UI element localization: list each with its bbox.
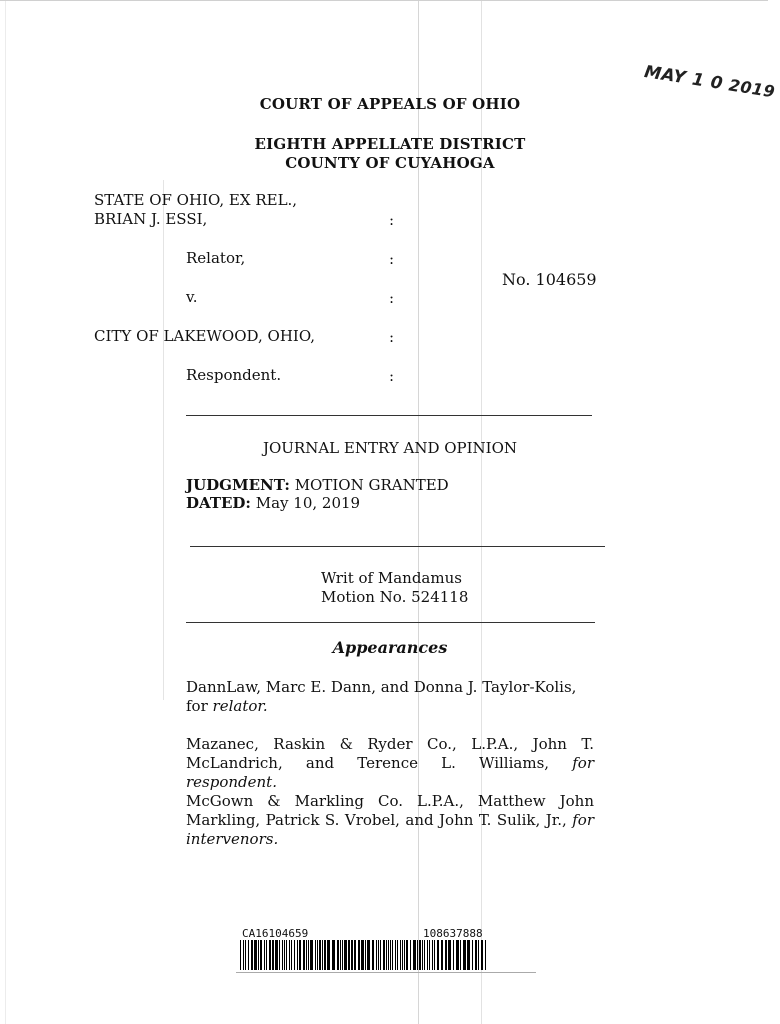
judgment-label: JUDGMENT: — [186, 476, 290, 494]
barcode-bar — [294, 940, 295, 970]
barcode-bar — [410, 940, 411, 970]
barcode-bar — [441, 940, 443, 970]
caption-divider — [186, 415, 592, 416]
barcode-bar — [429, 940, 430, 970]
barcode-bar — [376, 940, 377, 970]
barcode-bar — [342, 940, 343, 970]
relator-for: for — [186, 697, 213, 715]
barcode-bar — [448, 940, 451, 970]
barcode-bar — [279, 940, 280, 970]
barcode-bar — [297, 940, 298, 970]
barcode-bar — [419, 940, 421, 970]
barcode-bar — [406, 940, 408, 970]
respondent-counsel — [186, 735, 594, 792]
relator-role: Relator, — [186, 249, 246, 267]
court-district: EIGHTH APPELLATE DISTRICT — [254, 135, 526, 153]
barcode-bar — [386, 940, 387, 970]
docket-barcode — [240, 940, 488, 970]
barcode-bar — [351, 940, 353, 970]
barcode-bar — [475, 940, 477, 970]
relator-line-1: STATE OF OHIO, EX REL., — [94, 191, 298, 209]
barcode-bar — [260, 940, 262, 970]
barcode-bar — [380, 940, 381, 970]
barcode-bar — [460, 940, 461, 970]
stamp-year: 2019 — [727, 75, 777, 102]
barcode-bar — [315, 940, 316, 970]
motion-number: Motion No. 524118 — [321, 588, 469, 606]
respondent-counsel-names: Mazanec, Raskin & Ryder Co., L.P.A., John T. McLandrich, and Terence L. Williams, — [186, 735, 594, 772]
barcode-bar — [481, 940, 483, 970]
barcode-bar — [248, 940, 249, 970]
barcode-bar — [361, 940, 364, 970]
barcode-underline — [236, 972, 536, 973]
barcode-bar — [272, 940, 274, 970]
scan-artifact-top-edge — [0, 0, 768, 1]
barcode-bar — [400, 940, 401, 970]
barcode-bar — [310, 940, 313, 970]
barcode-bar — [378, 940, 379, 970]
barcode-bar — [264, 940, 265, 970]
barcode-bar — [434, 940, 435, 970]
barcode-bar — [395, 940, 396, 970]
barcode-bar — [340, 940, 341, 970]
barcode-bar — [317, 940, 318, 970]
caption-colon: : — [389, 211, 395, 229]
barcode-bar — [404, 940, 405, 970]
barcode-bar — [383, 940, 385, 970]
relator-party: relator. — [212, 697, 268, 715]
dated-line — [186, 494, 360, 513]
barcode-bar — [291, 940, 292, 970]
respondent-counsel-role: for respondent. — [186, 754, 594, 791]
barcode-bar — [413, 940, 416, 970]
barcode-bar — [322, 940, 323, 970]
barcode-bar — [467, 940, 470, 970]
barcode-left-code: CA16104659 — [242, 927, 309, 940]
court-county: COUNTY OF CUYAHOGA — [285, 154, 495, 172]
appearances-heading: Appearances — [332, 638, 448, 657]
barcode-bar — [427, 940, 428, 970]
barcode-bar — [437, 940, 439, 970]
barcode-right-code: 108637888 — [423, 927, 483, 940]
intervenor-counsel — [186, 792, 594, 849]
barcode-bar — [289, 940, 290, 970]
relator-line-2: BRIAN J. ESSI, — [94, 210, 208, 228]
barcode-bar — [402, 940, 403, 970]
barcode-bar — [422, 940, 423, 970]
barcode-bar — [432, 940, 433, 970]
barcode-bar — [390, 940, 391, 970]
relator-counsel — [186, 678, 594, 716]
caption-colon: : — [389, 250, 395, 268]
barcode-bar — [456, 940, 459, 970]
barcode-bar — [303, 940, 305, 970]
court-name: COURT OF APPEALS OF OHIO — [259, 95, 521, 113]
dated-label: DATED: — [186, 494, 251, 512]
intervenor-counsel-role: for intervenors. — [186, 811, 594, 848]
barcode-bar — [445, 940, 447, 970]
caption-colon: : — [389, 367, 395, 385]
barcode-bar — [258, 940, 259, 970]
barcode-bar — [392, 940, 393, 970]
barcode-bar — [367, 940, 370, 970]
journal-entry-title: JOURNAL ENTRY AND OPINION — [262, 439, 518, 457]
barcode-bar — [284, 940, 285, 970]
barcode-bar — [463, 940, 466, 970]
barcode-bar — [472, 940, 473, 970]
caption-colon: : — [389, 328, 395, 346]
barcode-bar — [254, 940, 257, 970]
barcode-bar — [485, 940, 486, 970]
respondent-name: CITY OF LAKEWOOD, OHIO, — [94, 327, 316, 345]
barcode-bar — [397, 940, 398, 970]
caption-colon: : — [389, 289, 395, 307]
versus: v. — [186, 288, 198, 306]
barcode-bar — [327, 940, 330, 970]
barcode-bar — [417, 940, 418, 970]
writ-type: Writ of Mandamus — [321, 569, 462, 587]
relator-counsel-role — [186, 697, 594, 716]
dated-value: May 10, 2019 — [255, 494, 361, 512]
writ-divider — [186, 622, 595, 623]
barcode-bar — [282, 940, 283, 970]
barcode-bar — [354, 940, 356, 970]
barcode-bar — [324, 940, 326, 970]
barcode-bar — [358, 940, 360, 970]
barcode-bar — [308, 940, 309, 970]
barcode-bar — [299, 940, 301, 970]
intervenor-counsel-names: McGown & Markling Co. L.P.A., Matthew John Markling, Patrick S. Vrobel, and John T. Sulik, Jr., — [186, 792, 594, 829]
case-number: No. 104659 — [502, 270, 597, 289]
barcode-bar — [243, 940, 244, 970]
barcode-bar — [388, 940, 389, 970]
barcode-bar — [372, 940, 374, 970]
barcode-bar — [275, 940, 278, 970]
barcode-bar — [269, 940, 271, 970]
barcode-bar — [348, 940, 350, 970]
judgment-line — [186, 476, 449, 495]
barcode-bar — [332, 940, 335, 970]
barcode-bar — [337, 940, 339, 970]
barcode-bar — [478, 940, 479, 970]
entry-divider — [190, 546, 605, 547]
barcode-bar — [286, 940, 287, 970]
barcode-bar — [319, 940, 321, 970]
barcode-bar — [240, 940, 241, 970]
barcode-bar — [245, 940, 246, 970]
barcode-bar — [424, 940, 425, 970]
barcode-bar — [266, 940, 267, 970]
barcode-bar — [453, 940, 454, 970]
relator-counsel-names: DannLaw, Marc E. Dann, and Donna J. Taylor-Kolis, — [186, 678, 577, 696]
barcode-bar — [306, 940, 307, 970]
respondent-role: Respondent. — [186, 366, 282, 384]
judgment-value: MOTION GRANTED — [294, 476, 449, 494]
stamp-month-day: MAY 1 0 — [642, 62, 725, 95]
barcode-bar — [251, 940, 253, 970]
barcode-bar — [365, 940, 366, 970]
barcode-bar — [344, 940, 347, 970]
